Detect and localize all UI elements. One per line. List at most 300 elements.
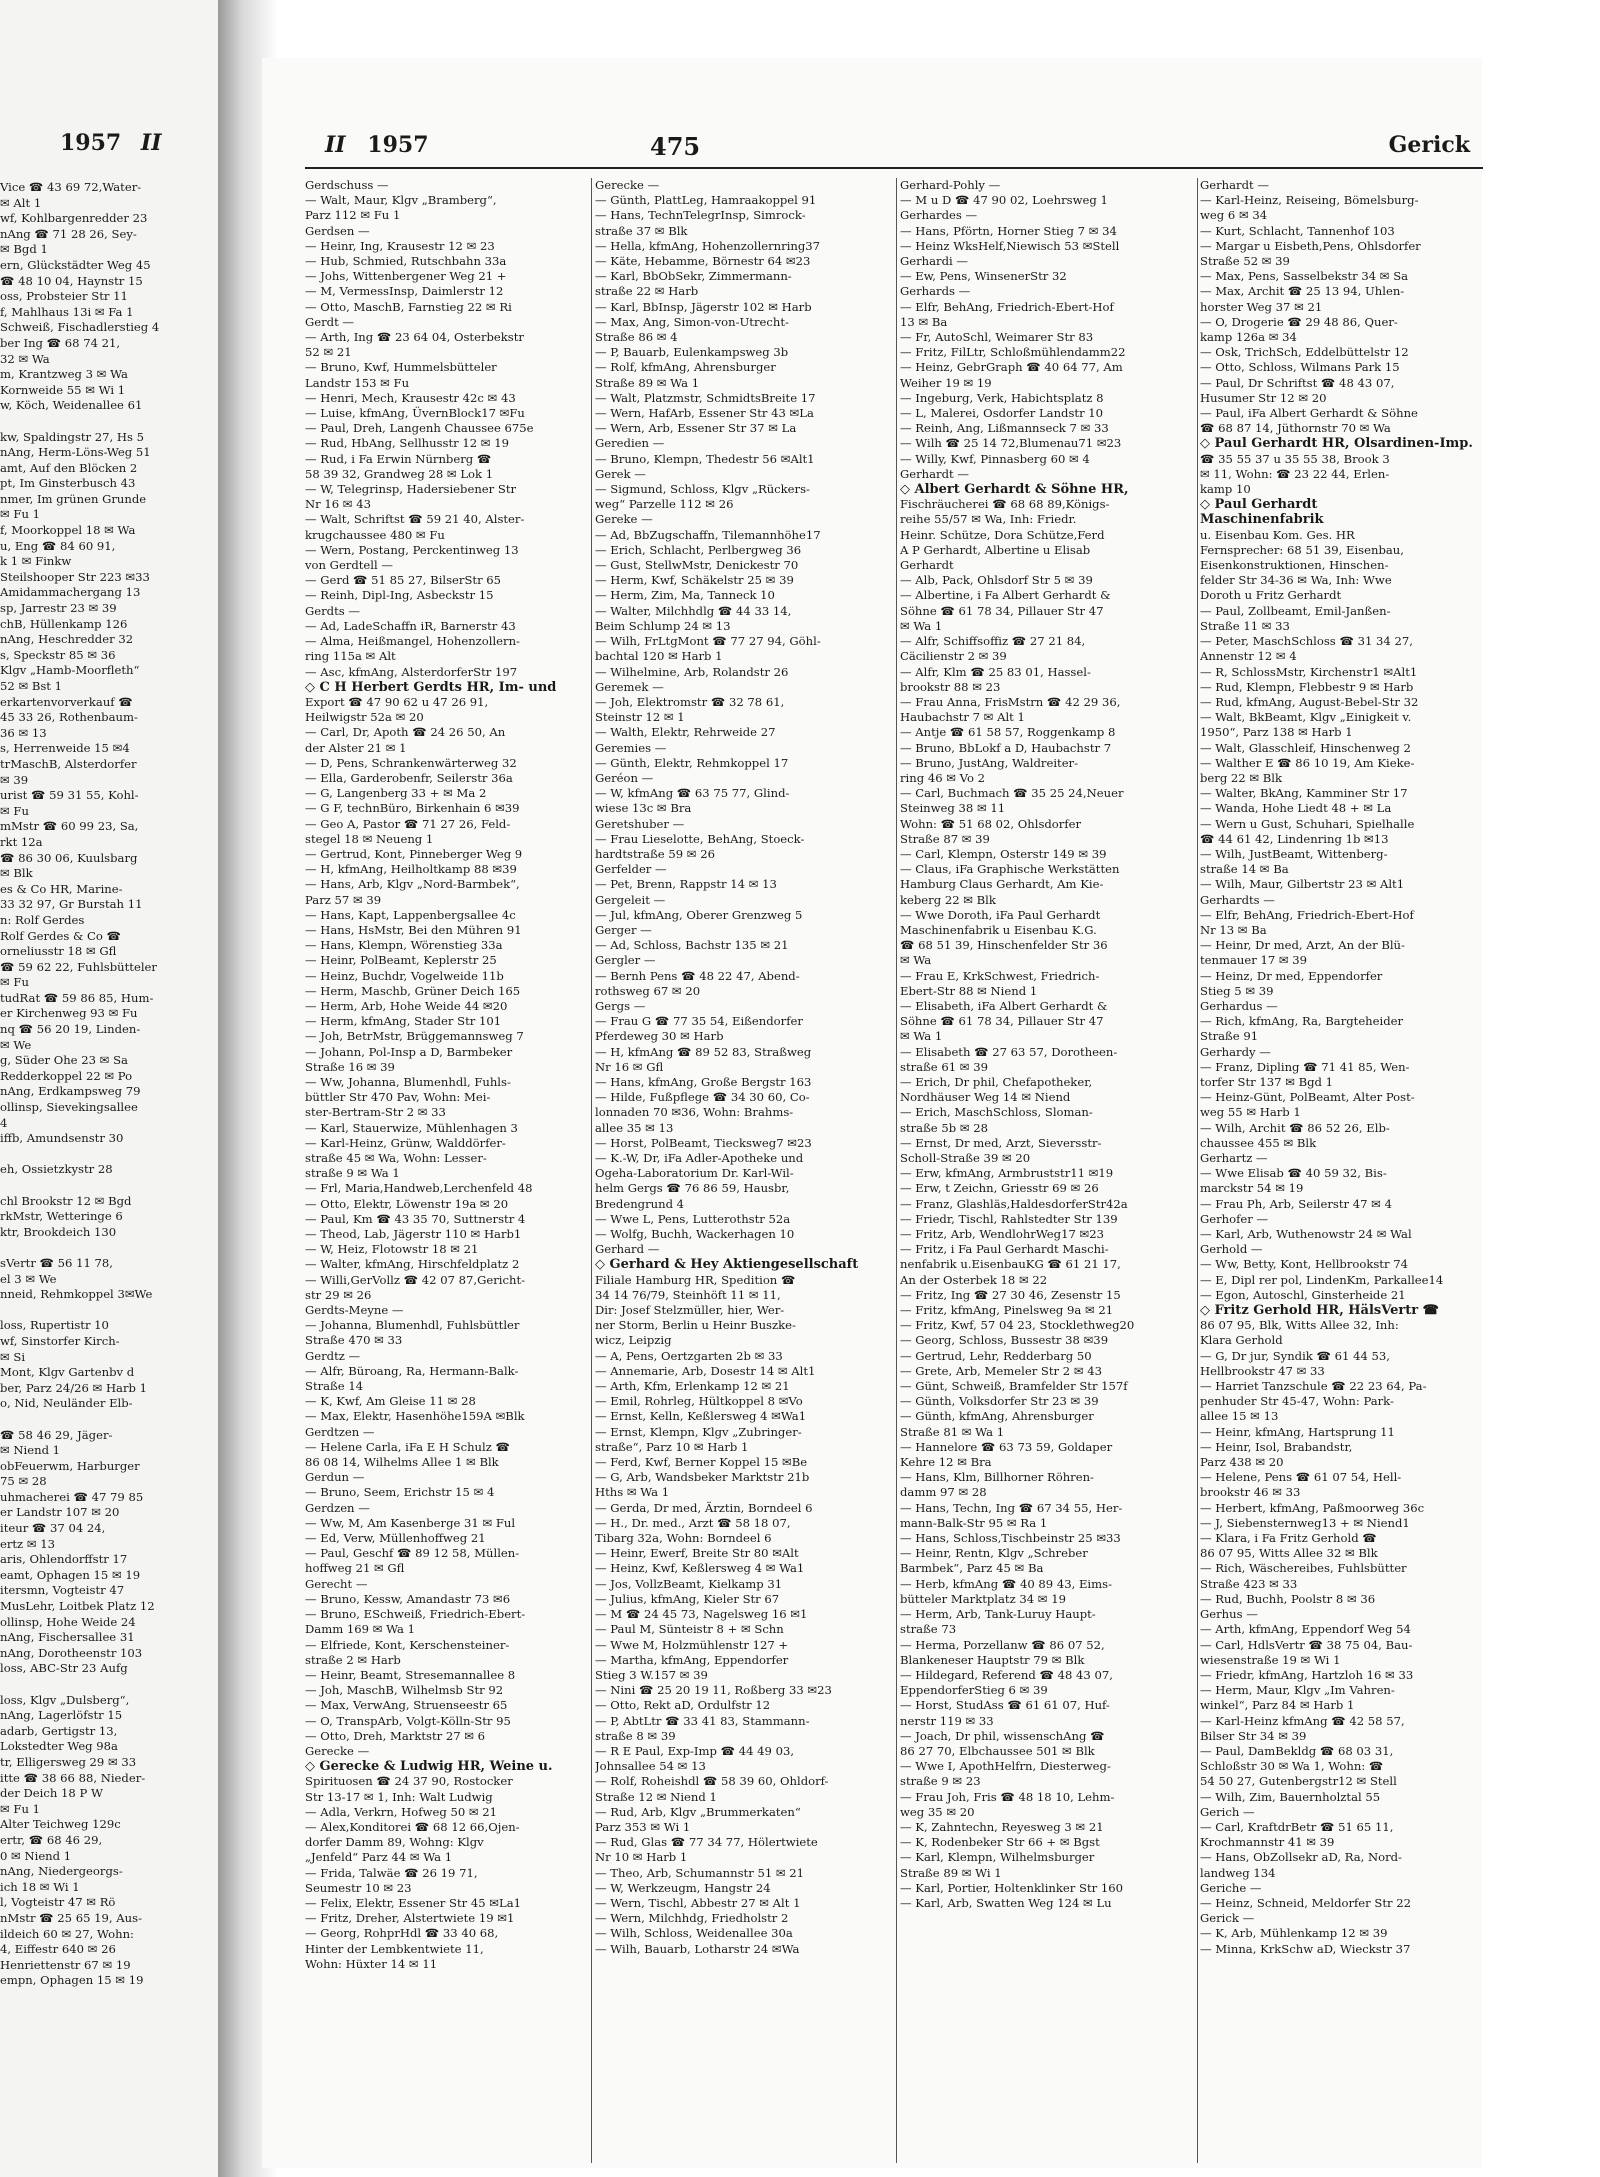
- directory-entry: — Claus, iFa Graphische Werkstätten: [900, 862, 1120, 877]
- directory-firm-entry: ◇ Paul Gerhardt: [1200, 497, 1318, 513]
- directory-entry: — Johanna, Blumenhdl, Fuhlsbüttler: [305, 1318, 520, 1333]
- directory-entry: — Erich, MaschSchloss, Sloman-: [900, 1105, 1093, 1120]
- left-page-line: ern, Glückstädter Weg 45: [0, 257, 151, 272]
- left-page-line: [0, 1412, 222, 1428]
- directory-entry: — Heinz, Buchdr, Vogelweide 11b: [305, 968, 504, 983]
- directory-entry: — Fritz, Dreher, Alstertwiete 19 ✉1: [305, 1911, 515, 1926]
- left-page-line: itersmn, Vogteistr 47: [0, 1583, 125, 1598]
- directory-entry: — Jos, VollzBeamt, Kielkamp 31: [595, 1576, 783, 1591]
- header-left: [325, 132, 429, 158]
- directory-entry: — Otto, Schloss, Wilmans Park 15: [1200, 360, 1400, 375]
- directory-entry: — Otto, Elektr, Löwenstr 19a ✉ 20: [305, 1196, 509, 1211]
- left-page-line: sVertr ☎ 56 11 78,: [0, 1255, 113, 1270]
- directory-entry: — Johs, Wittenbergener Weg 21 +: [305, 269, 507, 284]
- directory-entry: — G, Dr jur, Syndik ☎ 61 44 53,: [1200, 1348, 1390, 1363]
- directory-entry: Hths ✉ Wa 1: [595, 1485, 670, 1500]
- directory-entry: Husumer Str 12 ✉ 20: [1200, 390, 1327, 405]
- directory-entry: Gerhardt: [900, 558, 954, 573]
- directory-entry: — Franz, Dipling ☎ 71 41 85, Wen-: [1200, 1059, 1410, 1074]
- left-page-line: rkt 12a: [0, 834, 43, 849]
- left-page-line: erkartenvorverkauf ☎: [0, 694, 133, 709]
- directory-entry: — M, VermessInsp, Daimlerstr 12: [305, 284, 504, 299]
- directory-entry: Weiher 19 ✉ 19: [900, 375, 992, 390]
- directory-entry: Straße 52 ✉ 39: [1200, 254, 1290, 269]
- left-page-line: m, Krantzweg 3 ✉ Wa: [0, 367, 128, 382]
- directory-entry: straße 9 ✉ Wa 1: [305, 1166, 400, 1181]
- directory-entry: Straße 86 ✉ 4: [595, 330, 678, 345]
- directory-entry: marckstr 54 ✉ 19: [1200, 1181, 1304, 1196]
- directory-entry: — Hans, Schloss,Tischbeinstr 25 ✉33: [900, 1531, 1121, 1546]
- left-page-line: ☎ 48 10 04, Haynstr 15: [0, 273, 143, 288]
- left-page-line: nAng, Lagerlöfstr 15: [0, 1708, 123, 1723]
- directory-entry: — Rich, kfmAng, Ra, Bargteheider: [1200, 1014, 1404, 1029]
- left-page-line: o, Nid, Neuländer Elb-: [0, 1396, 133, 1411]
- directory-entry: — Heinr, kfmAng, Hartsprung 11: [1200, 1424, 1395, 1439]
- directory-entry: Straße 91: [1200, 1029, 1259, 1044]
- directory-entry: — Harriet Tanzschule ☎ 22 23 64, Pa-: [1200, 1379, 1427, 1394]
- directory-entry: — Friedr, Tischl, Rahlstedter Str 139: [900, 1211, 1118, 1226]
- directory-entry: Gerhofer —: [1200, 1211, 1269, 1226]
- directory-entry: — Carl, Buchmach ☎ 35 25 24,Neuer: [900, 786, 1124, 801]
- directory-entry: — Ernst, Klempn, Klgv „Zubringer-: [595, 1424, 802, 1439]
- left-page-line: empn, Ophagen 15 ✉ 19: [0, 1973, 144, 1988]
- directory-entry: — Heinz, Dr med, Eppendorfer: [1200, 968, 1383, 983]
- directory-entry: weg 55 ✉ Harb 1: [1200, 1105, 1301, 1120]
- column-divider: [896, 178, 897, 2163]
- directory-entry: — Günth, Volksdorfer Str 23 ✉ 39: [900, 1394, 1099, 1409]
- directory-entry: 86 08 14, Wilhelms Allee 1 ✉ Blk: [305, 1455, 499, 1470]
- left-page-line: ✉ We: [0, 1037, 32, 1052]
- left-page-line: 4, Eiffestr 640 ✉ 26: [0, 1942, 116, 1957]
- directory-entry: Johnsallee 54 ✉ 13: [595, 1759, 706, 1774]
- directory-entry: — Herm, Arb, Tank-Luruy Haupt-: [900, 1607, 1096, 1622]
- directory-entry: — Arth, kfmAng, Eppendorf Weg 54: [1200, 1622, 1411, 1637]
- directory-entry: — Käte, Hebamme, Börnestr 64 ✉23: [595, 254, 811, 269]
- directory-entry: Gerhardy —: [1200, 1044, 1271, 1059]
- directory-entry: dorfer Damm 89, Wohng: Klgv: [305, 1835, 484, 1850]
- left-page-line: aris, Ohlendorffstr 17: [0, 1552, 128, 1567]
- directory-entry: — Heinr, PolBeamt, Keplerstr 25: [305, 953, 497, 968]
- directory-entry: — Wilh, JustBeamt, Wittenberg-: [1200, 846, 1388, 861]
- directory-entry: Spirituosen ☎ 24 37 90, Rostocker: [305, 1774, 513, 1789]
- directory-firm-entry: ◇ C H Herbert Gerdts HR, Im- und: [305, 679, 557, 695]
- directory-entry: Geremies —: [595, 740, 667, 755]
- directory-entry: — Max, VerwAng, Struenseestr 65: [305, 1698, 508, 1713]
- directory-entry: von Gerdtell —: [305, 558, 393, 573]
- directory-entry: ✉ Wa 1: [900, 618, 943, 633]
- directory-firm-entry: ◇ Albert Gerhardt & Söhne HR,: [900, 482, 1129, 498]
- directory-entry: — K, Zahntechn, Reyesweg 3 ✉ 21: [900, 1819, 1104, 1834]
- directory-entry: weg“ Parzelle 112 ✉ 26: [595, 497, 734, 512]
- directory-entry: — Wwe Elisab ☎ 40 59 32, Bis-: [1200, 1166, 1387, 1181]
- directory-entry: Gereke —: [595, 512, 653, 527]
- left-page-line: ☎ 58 46 29, Jäger-: [0, 1427, 113, 1442]
- directory-entry: — Bernh Pens ☎ 48 22 47, Abend-: [595, 968, 800, 983]
- left-page-line: ✉ Alt 1: [0, 195, 42, 210]
- directory-entry: Heinr. Schütze, Dora Schütze,Ferd: [900, 527, 1105, 542]
- directory-entry: ring 46 ✉ Vo 2: [900, 770, 986, 785]
- directory-entry: wiese 13c ✉ Bra: [595, 801, 692, 816]
- directory-entry: — Margar u Eisbeth,Pens, Ohlsdorfer: [1200, 238, 1421, 253]
- directory-entry: — Henri, Mech, Krausestr 42c ✉ 43: [305, 390, 516, 405]
- directory-entry: Gerhard-Pohly —: [900, 178, 1001, 192]
- directory-entry: — Max, Ang, Simon-von-Utrecht-: [595, 314, 789, 329]
- directory-entry: — Ww, Johanna, Blumenhdl, Fuhls-: [305, 1074, 511, 1089]
- left-page-line: rkMstr, Wetteringe 6: [0, 1209, 123, 1224]
- directory-entry: damm 97 ✉ 28: [900, 1485, 987, 1500]
- directory-entry: An der Osterbek 18 ✉ 22: [900, 1272, 1048, 1287]
- directory-entry: straße 37 ✉ Blk: [595, 223, 688, 238]
- left-page-line: pt, Im Ginsterbusch 43: [0, 476, 136, 491]
- left-page-line: ✉ Fu: [0, 803, 29, 818]
- directory-entry: — Heinr, Ing, Krausestr 12 ✉ 23: [305, 238, 495, 253]
- directory-entry: Gerdzen —: [305, 1500, 370, 1515]
- directory-entry: — Frau G ☎ 77 35 54, Eißendorfer: [595, 1014, 803, 1029]
- directory-entry: — Paul, Zollbeamt, Emil-Janßen-: [1200, 603, 1391, 618]
- directory-entry: — Martha, kfmAng, Eppendorfer: [595, 1652, 789, 1667]
- directory-entry: — Carl, Dr, Apoth ☎ 24 26 50, An: [305, 725, 506, 740]
- directory-entry: str 29 ✉ 26: [305, 1287, 372, 1302]
- directory-entry: — Fritz, Kwf, 57 04 23, Stocklethweg20: [900, 1318, 1135, 1333]
- directory-entry: Str 13-17 ✉ 1, Inh: Walt Ludwig: [305, 1789, 493, 1804]
- directory-entry: — Pet, Brenn, Rappstr 14 ✉ 13: [595, 877, 777, 892]
- left-page-line: tr, Elligersweg 29 ✉ 33: [0, 1754, 137, 1769]
- directory-entry: 86 07 95, Witts Allee 32 ✉ Blk: [1200, 1546, 1378, 1561]
- directory-entry: — Hans, ObZollsekr aD, Ra, Nord-: [1200, 1850, 1402, 1865]
- left-page-line: ✉ Fu 1: [0, 507, 40, 522]
- directory-entry: — Peter, MaschSchloss ☎ 31 34 27,: [1200, 634, 1413, 649]
- directory-entry: — Ew, Pens, WinsenerStr 32: [900, 269, 1067, 284]
- directory-entry: horster Weg 37 ✉ 21: [1200, 299, 1323, 314]
- directory-entry: Barmbek“, Parz 45 ✉ Ba: [900, 1561, 1044, 1576]
- directory-entry: — Karl-Heinz, Reiseing, Bömelsburg-: [1200, 193, 1419, 208]
- directory-entry: — Wilh, FrLtgMont ☎ 77 27 94, Göhl-: [595, 634, 821, 649]
- directory-entry: — Heinz-Günt, PolBeamt, Alter Post-: [1200, 1090, 1415, 1105]
- directory-column-4: [1200, 178, 1482, 2163]
- left-page-line: nneid, Rehmkoppel 3✉We: [0, 1287, 153, 1302]
- left-page-line: 75 ✉ 28: [0, 1474, 47, 1489]
- directory-entry: — Helene Carla, iFa E H Schulz ☎: [305, 1439, 510, 1454]
- directory-entry: Straße 12 ✉ Niend 1: [595, 1789, 717, 1804]
- left-page-line: nAng, Fischersallee 31: [0, 1630, 135, 1645]
- directory-entry: — Fritz, kfmAng, Pinelsweg 9a ✉ 21: [900, 1303, 1114, 1318]
- directory-entry: — Gerd ☎ 51 85 27, BilserStr 65: [305, 573, 502, 588]
- directory-entry: — Rud, Klempn, Flebbestr 9 ✉ Harb: [1200, 679, 1414, 694]
- left-page-line: loss, Klgv „Dulsberg“,: [0, 1692, 130, 1707]
- directory-entry: — Gertrud, Kont, Pinneberger Weg 9: [305, 846, 523, 861]
- directory-entry: — Rud, i Fa Erwin Nürnberg ☎: [305, 451, 492, 466]
- directory-entry: — Wern, Postang, Perckentinweg 13: [305, 542, 519, 557]
- directory-entry: — Helene, Pens ☎ 61 07 54, Hell-: [1200, 1470, 1402, 1485]
- directory-entry: weg 35 ✉ 20: [900, 1804, 975, 1819]
- directory-entry: kamp 10: [1200, 482, 1251, 497]
- directory-entry: — Walter, BkAng, Kamminer Str 17: [1200, 786, 1408, 801]
- directory-entry: berg 22 ✉ Blk: [1200, 770, 1283, 785]
- directory-entry: — Rud, kfmAng, August-Bebel-Str 32: [1200, 694, 1419, 709]
- directory-entry: — Rich, Wäschereibes, Fuhlsbütter: [1200, 1561, 1407, 1576]
- directory-entry: — Wilh, Archit ☎ 86 52 26, Elb-: [1200, 1120, 1390, 1135]
- directory-entry: — Reinh, Dipl-Ing, Asbeckstr 15: [305, 588, 494, 603]
- directory-entry: — Heinz, Schneid, Meldorfer Str 22: [1200, 1895, 1411, 1910]
- directory-entry: Gerek —: [595, 466, 646, 481]
- directory-entry: Steinstr 12 ✉ 1: [595, 710, 685, 725]
- left-page-line: ✉ Fu: [0, 975, 29, 990]
- directory-entry: — Theod, Lab, Jägerstr 110 ✉ Harb1: [305, 1227, 522, 1242]
- directory-entry: — Georg, RohprHdl ☎ 33 40 68,: [305, 1926, 499, 1941]
- directory-entry: straße 8 ✉ 39: [595, 1728, 676, 1743]
- directory-entry: — Gerda, Dr med, Ärztin, Borndeel 6: [595, 1500, 813, 1515]
- directory-entry: — Karl, Klempn, Wilhelmsburger: [900, 1850, 1095, 1865]
- directory-entry: felder Str 34-36 ✉ Wa, Inh: Wwe: [1200, 573, 1392, 588]
- directory-entry: chaussee 455 ✉ Blk: [1200, 1135, 1317, 1150]
- directory-entry: — K.-W, Dr, iFa Adler-Apotheke und: [595, 1151, 804, 1165]
- left-page-line: s, Herrenweide 15 ✉4: [0, 741, 130, 756]
- directory-entry: u. Eisenbau Kom. Ges. HR: [1200, 527, 1355, 542]
- directory-entry: — Wilh, Maur, Gilbertstr 23 ✉ Alt1: [1200, 877, 1405, 892]
- directory-entry: hoffweg 21 ✉ Gfl: [305, 1561, 405, 1576]
- directory-entry: — Heinr, Ewerf, Breite Str 80 ✉Alt: [595, 1546, 799, 1561]
- directory-entry: Gerick —: [1200, 1911, 1255, 1926]
- directory-entry: — O, TranspArb, Volgt-Kölln-Str 95: [305, 1713, 511, 1728]
- directory-entry: — Karl, Stauerwize, Mühlenhagen 3: [305, 1120, 518, 1135]
- directory-entry: ster-Bertram-Str 2 ✉ 33: [305, 1105, 446, 1120]
- left-page-line: nq ☎ 56 20 19, Linden-: [0, 1022, 141, 1037]
- directory-entry: rothsweg 67 ✉ 20: [595, 983, 701, 998]
- directory-entry: 13 ✉ Ba: [900, 314, 948, 329]
- left-page-line: nAng, Erdkampsweg 79: [0, 1084, 141, 1099]
- directory-entry: — Carl, Klempn, Osterstr 149 ✉ 39: [900, 846, 1107, 861]
- directory-entry: — Paul, DamBekldg ☎ 68 03 31,: [1200, 1743, 1394, 1758]
- directory-entry: — Wwe I, ApothHelfrn, Diesterweg-: [900, 1759, 1111, 1774]
- directory-entry: 58 39 32, Grandweg 28 ✉ Lok 1: [305, 466, 494, 481]
- directory-entry: — Georg, Schloss, Bussestr 38 ✉39: [900, 1333, 1109, 1348]
- directory-entry: penhuder Str 45-47, Wohn: Park-: [1200, 1394, 1394, 1409]
- directory-entry: Gerhartz —: [1200, 1151, 1268, 1165]
- directory-entry: lonnaden 70 ✉36, Wohn: Brahms-: [595, 1105, 794, 1120]
- directory-entry: — G, Arb, Wandsbeker Marktstr 21b: [595, 1470, 810, 1485]
- directory-entry: Landstr 153 ✉ Fu: [305, 375, 410, 390]
- directory-entry: Beim Schlump 24 ✉ 13: [595, 618, 731, 633]
- left-page-line: Henriettenstr 67 ✉ 19: [0, 1957, 131, 1972]
- directory-entry: — Hilde, Fußpflege ☎ 34 30 60, Co-: [595, 1090, 810, 1105]
- directory-entry: Parz 353 ✉ Wi 1: [595, 1819, 691, 1834]
- directory-entry: Geretshuber —: [595, 816, 685, 831]
- directory-entry: ✉ 11, Wohn: ☎ 23 22 44, Erlen-: [1200, 466, 1390, 481]
- left-page-line: mMstr ☎ 60 99 23, Sa,: [0, 819, 139, 834]
- directory-entry: — Ingeburg, Verk, Habichtsplatz 8: [900, 390, 1104, 405]
- directory-entry: ☎ 68 87 14, Jüthornstr 70 ✉ Wa: [1200, 421, 1391, 436]
- directory-entry: — Ad, BbZugschaffn, Tilemannhöhe17: [595, 527, 821, 542]
- page-edge: [1482, 40, 1600, 2177]
- left-page-line: oss, Probsteier Str 11: [0, 289, 128, 304]
- directory-entry: — Heinz, GebrGraph ☎ 40 64 77, Am: [900, 360, 1123, 375]
- left-page-line: er Kirchenweg 93 ✉ Fu: [0, 1006, 138, 1021]
- directory-entry: — Julius, kfmAng, Kieler Str 67: [595, 1591, 780, 1606]
- directory-entry: — Elfr, BehAng, Friedrich-Ebert-Hof: [1200, 907, 1414, 922]
- directory-entry: — Hans, TechnTelegrInsp, Simrock-: [595, 208, 806, 223]
- directory-entry: — Frau Anna, FrisMstrn ☎ 42 29 36,: [900, 694, 1121, 709]
- left-page-line: loss, Rupertistr 10: [0, 1318, 109, 1333]
- directory-column-1: [305, 178, 588, 2163]
- left-page-line: Vice ☎ 43 69 72,Water-: [0, 180, 142, 194]
- directory-entry: — Herb, kfmAng ☎ 40 89 43, Eims-: [900, 1576, 1112, 1591]
- directory-entry: — Ad, Schloss, Bachstr 135 ✉ 21: [595, 938, 789, 953]
- directory-entry: — Walter, kfmAng, Hirschfeldplatz 2: [305, 1257, 520, 1272]
- directory-entry: winkel“, Parz 84 ✉ Harb 1: [1200, 1698, 1355, 1713]
- directory-entry: — Walt, Platzmstr, SchmidtsBreite 17: [595, 390, 816, 405]
- left-page-line: MusLehr, Loitbek Platz 12: [0, 1599, 155, 1614]
- directory-entry: Gerhardus —: [1200, 998, 1278, 1013]
- directory-entry: wicz, Leipzig: [595, 1333, 672, 1348]
- left-page-line: Kornweide 55 ✉ Wi 1: [0, 382, 126, 397]
- directory-entry: Annenstr 12 ✉ 4: [1200, 649, 1297, 664]
- directory-entry: — Günth, Elektr, Rehmkoppel 17: [595, 755, 789, 770]
- directory-entry: — Max, Elektr, Hasenhöhe159A ✉Blk: [305, 1409, 525, 1424]
- directory-entry: Gergler —: [595, 953, 656, 968]
- left-page-line: eamt, Ophagen 15 ✉ 19: [0, 1567, 141, 1582]
- directory-entry: Gerdschuss —: [305, 178, 389, 192]
- left-page-line: l, Vogteistr 47 ✉ Rö: [0, 1895, 116, 1910]
- left-page-roman: II: [140, 130, 162, 156]
- directory-entry: — Frau E, KrkSchwest, Friedrich-: [900, 968, 1100, 983]
- directory-entry: — Hans, Pförtn, Horner Stieg 7 ✉ 34: [900, 223, 1117, 238]
- directory-entry: — Ferd, Kwf, Berner Koppel 15 ✉Be: [595, 1455, 808, 1470]
- directory-entry: — Heinr, Dr med, Arzt, An der Blü-: [1200, 938, 1405, 953]
- directory-entry: — Rolf, Roheishdl ☎ 58 39 60, Ohldorf-: [595, 1774, 829, 1789]
- page-number: 475: [650, 132, 701, 161]
- header-rule: [305, 167, 1483, 169]
- directory-entry: — Rud, Glas ☎ 77 34 77, Hölertwiete: [595, 1835, 818, 1850]
- directory-entry: — Herm, Kwf, Schäkelstr 25 ✉ 39: [595, 573, 794, 588]
- directory-entry: — Heinr, Rentn, Klgv „Schreber: [900, 1546, 1088, 1561]
- left-page-line: nmer, Im grünen Grunde: [0, 491, 147, 506]
- directory-entry: ner Storm, Berlin u Heinr Buszke-: [595, 1318, 796, 1333]
- directory-entry: — Herm, Maur, Klgv „Im Vahren-: [1200, 1683, 1395, 1698]
- left-page-line: [0, 414, 222, 430]
- directory-entry: — Erw, t Zeichn, Griesstr 69 ✉ 26: [900, 1181, 1099, 1196]
- directory-entry: Heilwigstr 52a ✉ 20: [305, 710, 424, 725]
- directory-entry: — Rud, Buchh, Poolstr 8 ✉ 36: [1200, 1591, 1376, 1606]
- directory-entry: — Bruno, Kessw, Amandastr 73 ✉6: [305, 1591, 511, 1606]
- directory-entry: 34 14 76/79, Steinhöft 11 ✉ 11,: [595, 1287, 781, 1302]
- left-page-line: nMstr ☎ 25 65 19, Aus-: [0, 1910, 143, 1925]
- directory-entry: Straße 470 ✉ 33: [305, 1333, 403, 1348]
- left-page-year: 1957: [60, 130, 122, 156]
- directory-entry: Nr 16 ✉ Gfl: [595, 1059, 664, 1074]
- directory-entry: — Hans, Klm, Billhorner Röhren-: [900, 1470, 1094, 1485]
- directory-entry: Gerhardts —: [1200, 892, 1275, 907]
- directory-entry: — L, Malerei, Osdorfer Landstr 10: [900, 406, 1104, 421]
- left-page-line: [0, 1178, 222, 1194]
- directory-entry: Ebert-Str 88 ✉ Niend 1: [900, 983, 1038, 998]
- left-page-line: ✉ 39: [0, 772, 29, 787]
- left-page-line: 52 ✉ Bst 1: [0, 679, 63, 693]
- directory-entry: — Max, Pens, Sasselbekstr 34 ✉ Sa: [1200, 269, 1409, 284]
- directory-entry: Gerdts-Meyne —: [305, 1303, 404, 1318]
- left-page-line: ☎ 59 62 22, Fuhlsbütteler: [0, 959, 157, 974]
- directory-entry: — Fritz, i Fa Paul Gerhardt Maschi-: [900, 1242, 1109, 1257]
- directory-entry: — Hub, Schmied, Rutschbahn 33a: [305, 254, 507, 269]
- directory-entry: — Emil, Rohrleg, Hültkoppel 8 ✉Vo: [595, 1394, 803, 1409]
- directory-entry: straße 22 ✉ Harb: [595, 284, 699, 299]
- directory-entry: — Karl, Arb, Swatten Weg 124 ✉ Lu: [900, 1895, 1112, 1910]
- left-page-line: 36 ✉ 13: [0, 725, 47, 740]
- directory-entry: Steinweg 38 ✉ 11: [900, 801, 1006, 816]
- left-page-line: orneliusstr 18 ✉ Gfl: [0, 944, 117, 959]
- directory-entry: — Bruno, Klempn, Thedestr 56 ✉Alt1: [595, 451, 815, 466]
- directory-entry: straße 14 ✉ Ba: [1200, 862, 1289, 877]
- directory-entry: Haubachstr 7 ✉ Alt 1: [900, 710, 1025, 725]
- directory-entry: — Wwe L, Pens, Lutterothstr 52a: [595, 1211, 791, 1226]
- directory-entry: Gerich —: [1200, 1804, 1255, 1819]
- directory-firm-entry: ◇ Paul Gerhardt HR, Olsardinen-Imp.: [1200, 436, 1473, 452]
- directory-entry: Filiale Hamburg HR, Spedition ☎: [595, 1272, 796, 1287]
- directory-entry: reihe 55/57 ✉ Wa, Inh: Friedr.: [900, 512, 1077, 527]
- left-page-header: [60, 130, 162, 156]
- directory-entry: Gerhardes —: [900, 208, 978, 223]
- directory-entry: — Karl-Heinz kfmAng ☎ 42 58 57,: [1200, 1713, 1405, 1728]
- left-page-line: k 1 ✉ Finkw: [0, 554, 72, 569]
- directory-entry: — J, Siebensternweg13 + ✉ Niend1: [1200, 1515, 1410, 1530]
- directory-entry: — Reinh, Ang, Lißmannseck 7 ✉ 33: [900, 421, 1109, 436]
- directory-entry: straße 9 ✉ 23: [900, 1774, 981, 1789]
- directory-entry: Wohn: ☎ 51 68 02, Ohlsdorfer: [900, 816, 1082, 831]
- directory-entry: Parz 438 ✉ 20: [1200, 1455, 1284, 1470]
- column-divider: [1197, 178, 1198, 2163]
- directory-entry: — Alfr, Klm ☎ 25 83 01, Hassel-: [900, 664, 1091, 679]
- directory-entry: Hellbrookstr 47 ✉ 33: [1200, 1363, 1325, 1378]
- directory-entry: EppendorferStieg 6 ✉ 39: [900, 1683, 1048, 1698]
- directory-entry: — Elfr, BehAng, Friedrich-Ebert-Hof: [900, 299, 1114, 314]
- left-page-line: urist ☎ 59 31 55, Kohl-: [0, 788, 139, 803]
- directory-entry: — W, kfmAng ☎ 63 75 77, Glind-: [595, 786, 790, 801]
- left-page-line: es & Co HR, Marine-: [0, 881, 123, 896]
- directory-entry: — Günth, PlattLeg, Hamraakoppel 91: [595, 193, 817, 208]
- left-page-line: ollinsp, Sievekingsallee: [0, 1100, 138, 1115]
- directory-entry: Gerhardt —: [900, 466, 969, 481]
- left-page-line: n: Rolf Gerdes: [0, 912, 85, 927]
- left-page-line: amt, Auf den Blöcken 2: [0, 460, 138, 475]
- directory-entry: Gerfelder —: [595, 862, 667, 877]
- directory-entry: Gerhard —: [595, 1242, 660, 1257]
- header-roman: II: [325, 132, 346, 158]
- directory-entry: Gerdt —: [305, 314, 355, 329]
- directory-entry: straße 61 ✉ 39: [900, 1059, 988, 1074]
- directory-firm-entry: ◇ Gerecke & Ludwig HR, Weine u.: [305, 1759, 553, 1775]
- directory-entry: — Joh, Elektromstr ☎ 32 78 61,: [595, 694, 785, 709]
- directory-entry: — K, Arb, Mühlenkamp 12 ✉ 39: [1200, 1926, 1388, 1941]
- directory-entry: Gerhus —: [1200, 1607, 1258, 1622]
- directory-entry: — Alex,Konditorei ☎ 68 12 66,Ojen-: [305, 1819, 520, 1834]
- directory-entry: Hinter der Lembkentwiete 11,: [305, 1941, 484, 1956]
- directory-entry: — Wilh, Bauarb, Lotharstr 24 ✉Wa: [595, 1941, 800, 1956]
- directory-entry: — Walt, Maur, Klgv „Bramberg“,: [305, 193, 497, 208]
- directory-entry: — Kurt, Schlacht, Tannenhof 103: [1200, 223, 1395, 238]
- directory-entry: — Ww, M, Am Kasenberge 31 ✉ Ful: [305, 1515, 516, 1530]
- directory-entry: — Sigmund, Schloss, Klgv „Rückers-: [595, 482, 810, 497]
- directory-entry: Gerger —: [595, 922, 652, 937]
- directory-entry: — Wwe Doroth, iFa Paul Gerhardt: [900, 907, 1101, 922]
- left-page-line: 0 ✉ Niend 1: [0, 1848, 72, 1863]
- directory-entry: — Otto, MaschB, Farnstieg 22 ✉ Ri: [305, 299, 512, 314]
- directory-firm-entry: ◇ Fritz Gerhold HR, HälsVertr ☎: [1200, 1303, 1439, 1319]
- directory-entry: Scholl-Straße 39 ✉ 20: [900, 1151, 1031, 1165]
- directory-entry: — Heinz, Kwf, Keßlersweg 4 ✉ Wa1: [595, 1561, 805, 1576]
- directory-entry: Bredengrund 4: [595, 1196, 685, 1211]
- left-page-line: er Landstr 107 ✉ 20: [0, 1505, 120, 1520]
- directory-entry: Straße 423 ✉ 33: [1200, 1576, 1298, 1591]
- directory-entry: Straße 16 ✉ 39: [305, 1059, 395, 1074]
